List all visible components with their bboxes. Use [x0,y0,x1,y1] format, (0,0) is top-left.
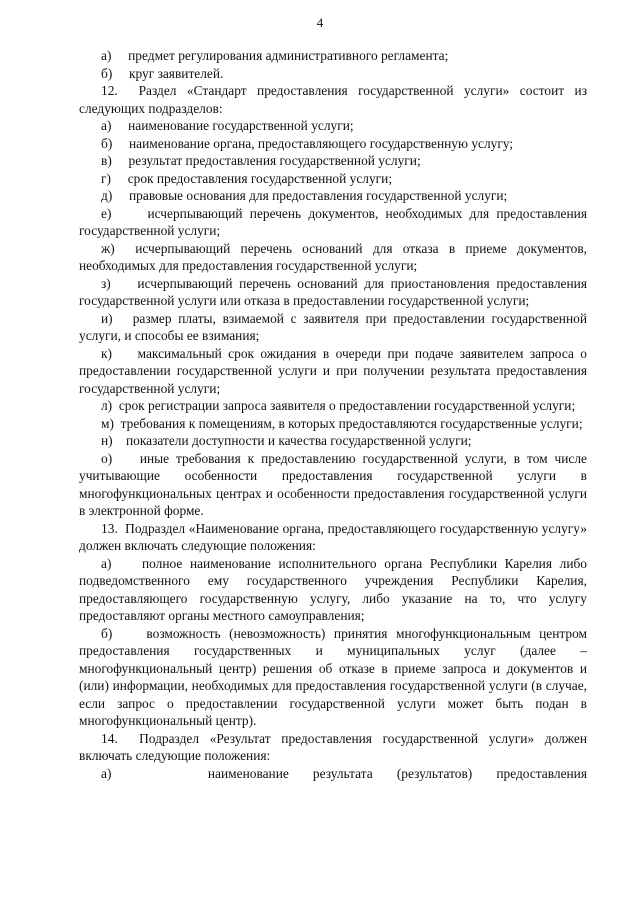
page-number: 4 [316,15,324,30]
subsection-item-m: м) требования к помещениям, в которых предоставляются государственные услуги; [101,415,583,431]
section-14-item-a: а) наименование результата (результатов) предоставления [101,765,587,781]
list-item-a: а) предмет регулирования административного регламента; [101,48,449,63]
section-13-item-a: а) полное наименование исполнительного органа Республики Карелия либо подведомственного ему государственного учреждения Республики Карелия, предоставляющего государственную услугу, либо указание на то, что услугу предоставляют органы местного самоуправления; [79,555,587,623]
subsection-item-e: е) исчерпывающий перечень документов, необходимых для предоставления государственной услуги; [79,205,587,238]
subsection-item-zh: ж) исчерпывающий перечень оснований для отказа в приеме документов, необходимых для предоставления государственной услуги; [79,240,587,273]
subsection-item-g: г) срок предоставления государственной услуги; [101,170,393,186]
document-body [79,47,587,782]
subsection-item-n: н) показатели доступности и качества государственной услуги; [101,433,472,448]
subsection-item-o: о) иные требования к предоставлению государственной услуги, в том числе учитывающие особенности предоставления государственной услуги в многофункциональных центрах и особенности предоставления государственной услуги в электронной форме. [79,450,587,518]
subsection-item-a: а) наименование государственной услуги; [101,118,354,133]
subsection-item-d: д) правовые основания для предоставления государственной услуги; [101,188,508,203]
section-12-paragraph: 12. Раздел «Стандарт предоставления государственной услуги» состоит из следующих подразделов: [79,83,587,116]
subsection-item-k: к) максимальный срок ожидания в очереди при подаче заявителем запроса о предоставлении государственной услуги и при получении результата предоставления государственной услуги; [79,345,587,396]
section-14-paragraph: 14. Подраздел «Результат предоставления государственной услуги» должен включать следующие положения: [79,730,587,763]
subsection-item-b: б) наименование органа, предоставляющего государственную услугу; [101,135,514,151]
subsection-item-v: в) результат предоставления государственной услуги; [101,153,421,168]
section-13-paragraph: 13. Подраздел «Наименование органа, предоставляющего государственную услугу» должен включать следующие положения: [79,520,587,553]
subsection-item-l: л) срок регистрации запроса заявителя о предоставлении государственной услуги; [101,398,576,413]
subsection-item-i: и) размер платы, взимаемой с заявителя при предоставлении государственной услуги, и способы ее взимания; [79,310,587,343]
section-13-item-b: б) возможность (невозможность) принятия многофункциональным центром предоставления государственных и муниципальных услуг (далее – многофункциональный центр) решения об отказе в приеме запроса и документов и (или) информации, необходимых для предоставления государственной услуги (в случае, если запрос о предоставлении государственной услуги может быть подан в многофункциональный центр). [79,625,587,728]
list-item-b: б) круг заявителей. [101,65,224,81]
subsection-item-z: з) исчерпывающий перечень оснований для приостановления предоставления государственной услуги или отказа в предоставлении государственной услуги; [79,275,587,308]
